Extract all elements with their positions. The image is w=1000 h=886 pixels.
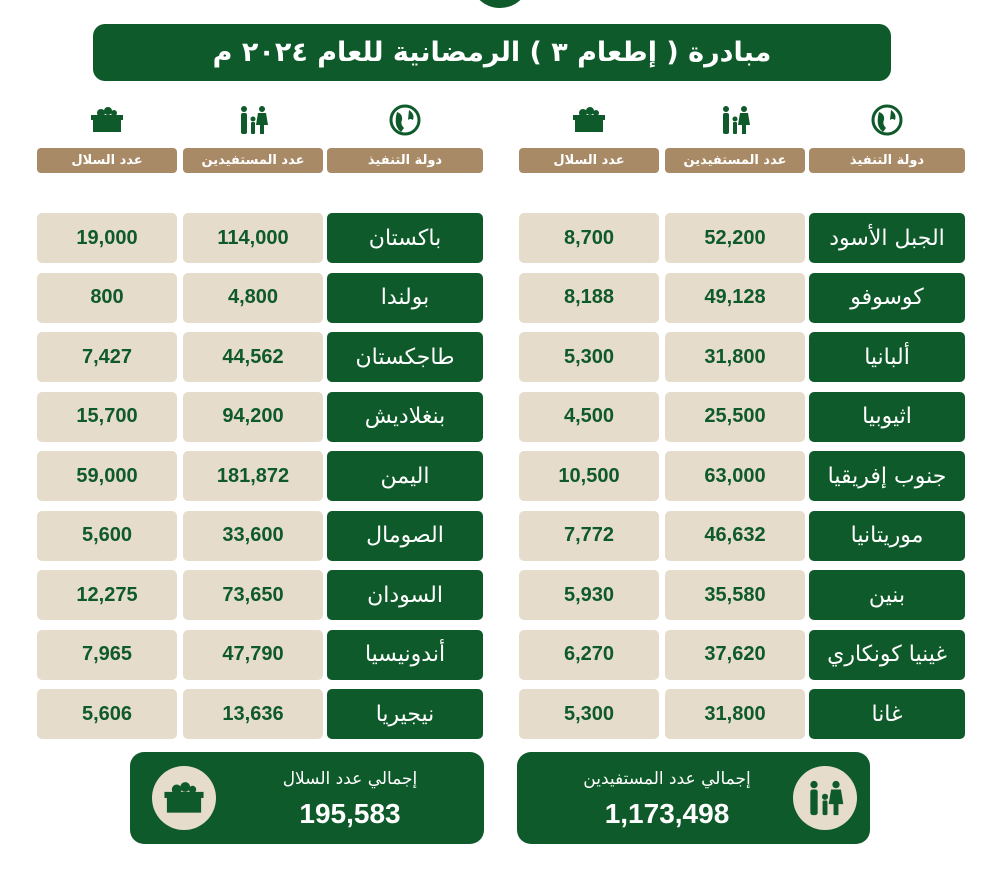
beneficiaries-cell: 37,620 [665,630,805,680]
sacks-cell: 5,930 [519,570,659,620]
country-cell: موريتانيا [809,511,965,561]
table-row [37,332,483,382]
total-sacks-card [130,752,484,844]
table-header [37,148,483,173]
sacks-cell: 19,000 [37,213,177,263]
beneficiaries-cell: 13,636 [183,689,323,739]
icon-row [519,100,965,140]
country-cell: أندونيسيا [327,630,483,680]
country-cell: نيجيريا [327,689,483,739]
beneficiaries-cell: 181,872 [183,451,323,501]
globe-icon [869,104,905,136]
country-cell: بولندا [327,273,483,323]
header-country: دولة التنفيذ [327,148,483,173]
header-beneficiaries: عدد المستفيدين [183,148,323,173]
sacks-cell: 10,500 [519,451,659,501]
country-cell: كوسوفو [809,273,965,323]
table-row [37,689,483,739]
sacks-cell: 5,300 [519,689,659,739]
country-cell: اليمن [327,451,483,501]
sacks-cell: 59,000 [37,451,177,501]
basket-icon [89,104,125,136]
sacks-cell: 5,600 [37,511,177,561]
sacks-cell: 800 [37,273,177,323]
beneficiaries-cell: 94,200 [183,392,323,442]
country-cell: طاجكستان [327,332,483,382]
country-cell: بنين [809,570,965,620]
basket-icon [571,104,607,136]
sacks-cell: 12,275 [37,570,177,620]
country-cell: الجبل الأسود [809,213,965,263]
family-icon [793,766,857,830]
table-row [519,511,965,561]
beneficiaries-cell: 52,200 [665,213,805,263]
table-row [37,570,483,620]
table-row [519,392,965,442]
table-row [37,511,483,561]
header-beneficiaries: عدد المستفيدين [665,148,805,173]
beneficiaries-cell: 114,000 [183,213,323,263]
right-table [519,100,965,727]
country-cell: غانا [809,689,965,739]
total-sacks-value: 195,583 [299,798,401,829]
country-cell: باكستان [327,213,483,263]
total-sacks-label: إجمالي عدد السلال [282,769,418,789]
header-sacks: عدد السلال [519,148,659,173]
table-row [37,213,483,263]
beneficiaries-cell: 35,580 [665,570,805,620]
table-row [519,273,965,323]
table-row [519,630,965,680]
table-row [519,570,965,620]
icon-row [37,100,483,140]
total-beneficiaries-card [517,752,870,844]
beneficiaries-cell: 44,562 [183,332,323,382]
basket-icon [152,766,216,830]
beneficiaries-cell: 63,000 [665,451,805,501]
sacks-cell: 6,270 [519,630,659,680]
table-row [37,451,483,501]
table-row [519,213,965,263]
header-country: دولة التنفيذ [809,148,965,173]
sacks-cell: 5,300 [519,332,659,382]
table-row [37,392,483,442]
table-header [519,148,965,173]
family-icon [717,104,753,136]
sacks-cell: 7,772 [519,511,659,561]
sacks-cell: 15,700 [37,392,177,442]
sacks-cell: 7,965 [37,630,177,680]
country-cell: غينيا كونكاري [809,630,965,680]
beneficiaries-cell: 4,800 [183,273,323,323]
country-cell: جنوب إفريقيا [809,451,965,501]
family-icon [235,104,271,136]
table-row [37,630,483,680]
sacks-cell: 5,606 [37,689,177,739]
sacks-cell: 7,427 [37,332,177,382]
country-cell: ألبانيا [809,332,965,382]
country-cell: السودان [327,570,483,620]
sacks-cell: 8,700 [519,213,659,263]
total-beneficiaries-label: إجمالي عدد المستفيدين [583,769,751,789]
header-sacks: عدد السلال [37,148,177,173]
table-row [519,689,965,739]
country-cell: الصومال [327,511,483,561]
total-beneficiaries-value: 1,173,498 [604,798,730,829]
beneficiaries-cell: 33,600 [183,511,323,561]
country-cell: بنغلاديش [327,392,483,442]
beneficiaries-cell: 49,128 [665,273,805,323]
beneficiaries-cell: 31,800 [665,332,805,382]
left-table [37,100,483,727]
country-cell: اثيوبيا [809,392,965,442]
sacks-cell: 8,188 [519,273,659,323]
logo [470,0,530,8]
beneficiaries-cell: 47,790 [183,630,323,680]
beneficiaries-cell: 25,500 [665,392,805,442]
sacks-cell: 4,500 [519,392,659,442]
page-title: مبادرة ( إطعام ٣ ) الرمضانية للعام ٢٠٢٤ م [93,24,891,81]
table-row [519,451,965,501]
table-row [37,273,483,323]
table-row [519,332,965,382]
globe-icon [387,104,423,136]
beneficiaries-cell: 73,650 [183,570,323,620]
beneficiaries-cell: 31,800 [665,689,805,739]
beneficiaries-cell: 46,632 [665,511,805,561]
